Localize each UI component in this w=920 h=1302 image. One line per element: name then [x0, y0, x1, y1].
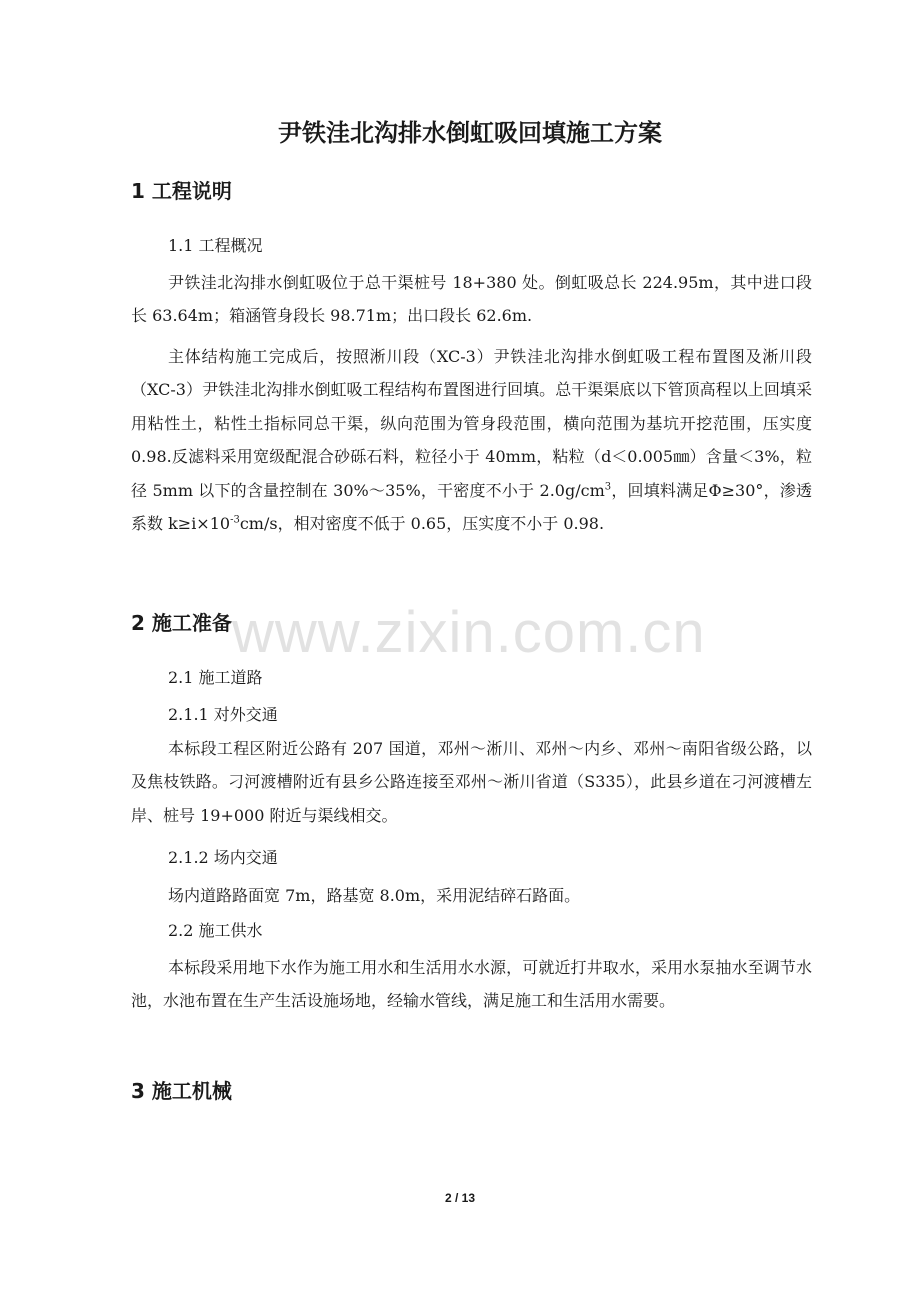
section-1-1-paragraph-2 — [131, 340, 812, 540]
section-2-1-heading: 2.1 施工道路 — [168, 668, 263, 687]
paragraph-2-text-c: cm/s，相对密度不低于 0.65，压实度不小于 0.98. — [239, 514, 605, 534]
watermark: www.zixin.com.cn — [232, 600, 706, 665]
section-2-1-1-paragraph: 本标段工程区附近公路有 207 国道，邓州～淅川、邓州～内乡、邓州～南阳省级公路，以及焦枝铁路。刁河渡槽附近有县乡公路连接至邓州～淅川省道（S335），此县乡道在刁河渡槽左岸、桩号 19+000 附近与渠线相交。 — [131, 739, 812, 825]
section-2-heading: 2 施工准备 — [131, 611, 232, 635]
section-2-1-2-heading: 2.1.2 场内交通 — [168, 848, 278, 867]
paragraph-2-text-b: ，回填料满足Φ≥30°，渗透系数 k≥i×10 — [131, 480, 812, 534]
section-2-2-heading: 2.2 施工供水 — [168, 921, 263, 940]
section-3-heading: 3 施工机械 — [131, 1079, 232, 1103]
section-1-1-heading: 1.1 工程概况 — [168, 236, 263, 255]
section-2-1-1-heading: 2.1.1 对外交通 — [168, 705, 278, 724]
page-number: 2 / 13 — [444, 1191, 476, 1205]
section-1-1-paragraph-1: 尹铁洼北沟排水倒虹吸位于总干渠桩号 18+380 处。倒虹吸总长 224.95m，其中进口段长 63.64m；箱涵管身段长 98.71m；出口段长 62.6m. — [131, 273, 812, 326]
paragraph-2-text-a: 主体结构施工完成后，按照淅川段（XC-3）尹铁洼北沟排水倒虹吸工程布置图及淅川段（XC-3）尹铁洼北沟排水倒虹吸工程结构布置图进行回填。总干渠渠底以下管顶高程以上回填采用粘性土，粘性土指标同总干渠，纵向范围为管身段范围，横向范围为基坑开挖范围，压实度 0.98.反滤料采用宽级配混合砂砾石料，粒径小于 40mm，粘粒（d＜0.005㎜）含量＜3%，粒径 5mm 以下的含量控制在 30%～35%，干密度不小于 2.0g/cm — [131, 347, 812, 500]
section-2-1-2-paragraph: 场内道路路面宽 7m，路基宽 8.0m，采用泥结碎石路面。 — [168, 886, 581, 905]
superscript-exponent: -3 — [230, 514, 240, 526]
section-2-2-paragraph: 本标段采用地下水作为施工用水和生活用水水源，可就近打井取水，采用水泵抽水至调节水池，水池布置在生产生活设施场地，经输水管线，满足施工和生活用水需要。 — [131, 958, 812, 1011]
document-title: 尹铁洼北沟排水倒虹吸回填施工方案 — [278, 119, 662, 147]
superscript-cubic: 3 — [604, 481, 612, 493]
section-1-heading: 1 工程说明 — [131, 179, 232, 203]
